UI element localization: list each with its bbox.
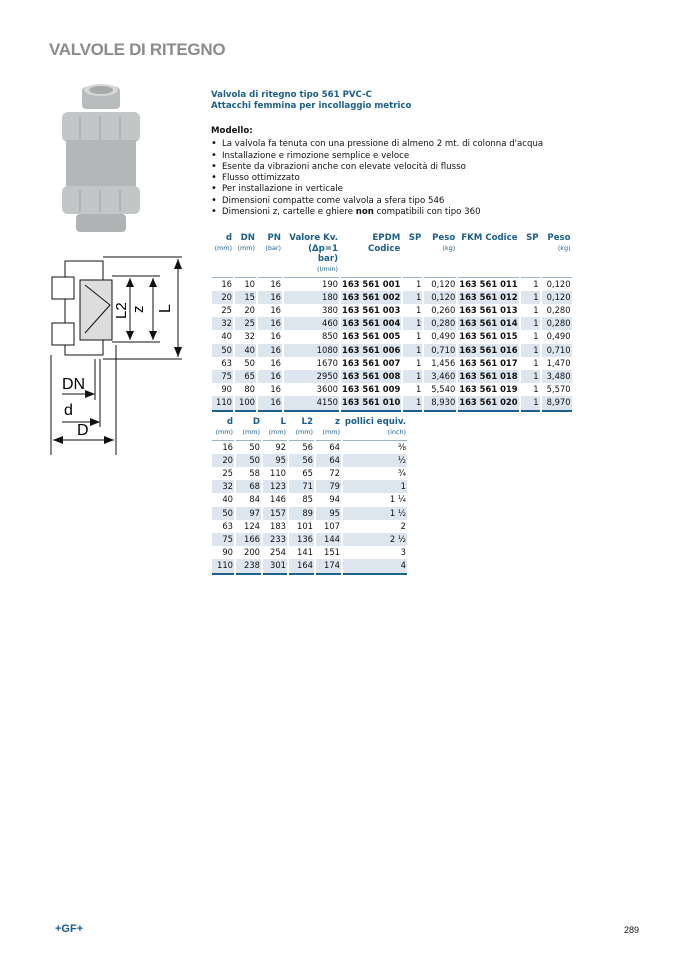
table-cell: 20 [212,454,234,467]
label-d: d [64,402,73,419]
column-header [289,417,314,441]
table-cell: 40 [222,494,233,505]
table-cell: 163 561 012 [458,291,518,304]
table-cell: 0,490 [431,331,456,342]
table-cell: 72 [329,467,340,478]
table-cell: 1 [533,357,539,368]
table-cell: 460 [284,317,339,330]
table-cell: 1 [403,396,422,411]
table-row [212,278,572,291]
label-DN: DN [62,376,86,393]
table-cell: 1 [403,317,422,330]
table-row [212,383,572,396]
table-cell: 163 561 010 [341,396,401,411]
table-cell: ½ [343,454,407,467]
table-cell: 65 [302,467,313,478]
table-cell: 75 [212,370,233,383]
table-cell: 163 561 014 [458,317,518,330]
feature-item [211,207,543,218]
table-cell: 97 [236,507,261,520]
table-cell: 110 [270,467,286,478]
table-row [212,533,407,546]
table-cell: 107 [324,520,340,531]
table-cell: 0,120 [546,278,571,289]
table-cell: 2950 [284,370,339,383]
column-header-unit: (mm) [237,243,255,252]
table-cell: 163 561 005 [342,331,401,342]
header-row [212,417,407,441]
product-heading [211,90,411,112]
table-cell: 10 [244,278,255,289]
column-header [316,417,341,441]
table-cell: 164 [289,559,314,574]
column-header-label: PN [267,233,281,243]
table-row [212,559,407,574]
table-cell: 166 [236,533,261,546]
table-cell: 40 [235,344,256,357]
table-row [212,493,407,506]
table-cell: 1 [415,357,422,368]
feature-item: • Dimensioni compatte come valvola a sfera tipo 546 [211,196,543,207]
column-header-label: z [334,417,340,427]
table-cell: ¾ [397,467,406,478]
table-cell: 233 [263,533,287,546]
column-header-unit: (inch) [387,427,406,436]
table-cell: 163 561 007 [342,357,401,368]
column-header [258,233,282,278]
column-header-unit: (mm) [268,427,286,436]
table-cell: 254 [270,547,286,558]
column-header-unit: (mm) [242,427,260,436]
table-row [212,520,407,533]
table-cell: 163 561 016 [458,344,518,357]
table-cell: 3600 [316,384,338,395]
table-cell: 92 [275,441,286,452]
column-header-label: L [280,417,286,427]
table-cell: 50 [212,344,233,357]
feature-item: • La valvola fa tenuta con una pressione di almeno 2 mt. di colonna d'acqua [211,139,543,150]
column-header-label: d [226,417,233,427]
table-cell: 80 [244,384,255,395]
table-cell: 1 [521,317,540,330]
table-cell: ⅜ [397,441,406,452]
table-cell: 50 [236,454,261,467]
table-row [212,454,407,467]
table-cell: 0,120 [431,278,456,289]
table-cell: 16 [258,396,282,411]
table-cell: 16 [258,344,282,357]
table-cell: 1,456 [431,357,456,368]
table-cell: 141 [297,547,313,558]
table-cell: 1 [533,384,539,395]
dimensions-table [210,417,409,575]
table-cell: 1 [415,331,422,342]
technical-drawing [40,255,200,460]
table-cell: 25 [235,317,256,330]
table-cell: 163 561 017 [459,357,518,368]
table-cell: 56 [302,441,313,452]
column-header [343,417,407,441]
table-cell: 40 [221,331,232,342]
table-cell: 0,280 [546,304,571,315]
table-cell: 25 [222,467,233,478]
table-cell: 63 [222,520,233,531]
column-header-label: SP [526,233,539,243]
table-cell: 110 [212,559,234,574]
column-header-label: d [225,233,232,243]
table-cell: 1 [403,370,422,383]
table-cell: 0,120 [424,291,456,304]
table-cell: 163 561 015 [459,331,518,342]
column-header [263,417,287,441]
table-cell: 3,460 [424,370,456,383]
table-cell: 136 [289,533,314,546]
table-row [212,344,572,357]
label-D: D [77,422,89,439]
table-cell: 16 [270,384,281,395]
table-cell: 90 [222,547,233,558]
table-cell: 3 [400,547,406,558]
table-cell: 238 [236,559,261,574]
table-cell: 0,260 [431,304,456,315]
table-row [212,467,407,480]
table-row [212,507,407,520]
column-header [424,233,456,278]
table-cell: 50 [244,357,255,368]
table-cell: 1 [343,480,407,493]
column-header-unit: (bar) [265,243,281,252]
column-header [212,417,234,441]
table-cell: 163 561 003 [342,304,401,315]
table-cell: 101 [297,520,313,531]
table-cell: 16 [270,304,281,315]
table-cell: 1 [415,304,422,315]
feature-text: Dimensioni z, cartelle e ghiere [222,207,356,218]
table-cell: 0,120 [542,291,572,304]
table-cell: 16 [222,441,233,452]
table-row [212,370,572,383]
table-cell: 0,280 [542,317,572,330]
feature-list [211,139,543,218]
feature-item: • Installazione e rimozione semplice e veloce [211,151,543,162]
column-header [521,233,540,278]
table-cell: 5,540 [431,384,456,395]
table-cell: 85 [302,494,313,505]
table-cell: 5,570 [546,384,571,395]
table-cell: 124 [244,520,260,531]
table-cell: 151 [324,547,340,558]
column-header-label: EPDM Codice [368,233,401,254]
table-cell: 89 [289,507,314,520]
table-cell: 94 [329,494,340,505]
table-cell: 163 561 013 [459,304,518,315]
column-header-unit: (mm) [295,427,313,436]
table-cell: 1 [521,344,540,357]
table-cell: 16 [258,370,282,383]
table-cell: 4 [343,559,407,574]
table-cell: 0,490 [546,331,571,342]
column-header-label: Peso [547,233,571,243]
label-L: L [157,304,174,313]
table-cell: 163 561 006 [341,344,401,357]
column-header [212,233,233,278]
table-cell: 58 [249,467,260,478]
table-cell: 2 ½ [343,533,407,546]
column-header-label: FKM Codice [461,233,518,243]
codes-table [210,233,574,412]
table-cell: 16 [270,278,281,289]
table-row [212,396,572,411]
table-cell: 25 [221,304,232,315]
table-cell: 183 [270,520,286,531]
column-header-unit: (kg) [442,243,456,252]
gf-logo: +GF+ [55,923,84,935]
table-cell: 1,470 [546,357,571,368]
table-cell: 95 [316,507,341,520]
table-cell: 68 [236,480,261,493]
table-cell: 163 561 011 [459,278,518,289]
table-cell: 1 [533,331,539,342]
feature-item: • Esente da vibrazioni anche con elevate velocità di flusso [211,162,543,173]
table-cell: 95 [263,454,287,467]
table-cell: 16 [258,291,282,304]
table-cell: 163 561 002 [341,291,401,304]
table-cell: 1 ½ [343,507,407,520]
table-cell: 100 [235,396,256,411]
label-L2: L2 [113,302,130,319]
feature-text-bold: non [355,207,374,218]
table-row [212,304,572,317]
table-cell: 1 [415,278,422,289]
column-header [235,233,256,278]
table-cell: 1 [403,344,422,357]
table-cell: 163 561 019 [459,384,518,395]
table-cell: 123 [263,480,287,493]
table-cell: 50 [249,441,260,452]
table-cell: 1 [521,291,540,304]
column-header-unit: (mm) [215,427,233,436]
table-cell: 64 [329,441,340,452]
table-cell: 200 [244,547,260,558]
table-cell: 65 [235,370,256,383]
table-row [212,317,572,330]
table-cell: 180 [284,291,339,304]
table-cell: 1 [533,304,539,315]
column-header-unit: (kg) [557,243,571,252]
feature-item: • Flusso ottimizzato [211,173,543,184]
table-cell: 163 561 004 [341,317,401,330]
column-header-label: Peso [432,233,456,243]
table-cell: 64 [316,454,341,467]
table-cell: 0,710 [542,344,572,357]
column-header-label: D [252,417,260,427]
feature-item: • Per installazione in verticale [211,184,543,195]
table-cell: 301 [263,559,287,574]
table-cell: 16 [270,357,281,368]
table-cell: 1080 [284,344,339,357]
table-cell: 16 [221,278,232,289]
table-cell: 163 561 020 [458,396,518,411]
column-header-label: pollici equiv. [344,417,406,427]
column-header-label: Valore Kv. (Δp=1 bar) [289,233,338,264]
table-cell: 20 [212,291,233,304]
table-cell: 16 [258,317,282,330]
table-cell: 0,280 [424,317,456,330]
table-cell: 146 [270,494,286,505]
table-cell: 63 [221,357,232,368]
table-cell: 163 561 009 [342,384,401,395]
table-row [212,441,407,454]
table-row [212,546,407,559]
table-cell: 3,480 [542,370,572,383]
page-title: VALVOLE DI RITEGNO [49,40,226,59]
table-cell: 32 [212,480,234,493]
table-cell: 1 [403,291,422,304]
table-cell: 174 [316,559,341,574]
column-header [284,233,339,278]
table-cell: 8,930 [424,396,456,411]
table-cell: 79 [316,480,341,493]
table-row [212,357,572,370]
column-header-label: DN [240,233,255,243]
table-cell: 75 [212,533,234,546]
table-cell: 850 [322,331,338,342]
table-cell: 1 [533,278,539,289]
label-z: z [130,305,147,313]
column-header [458,233,518,278]
table-cell: 16 [270,331,281,342]
table-cell: 163 561 008 [341,370,401,383]
table-cell: 32 [212,317,233,330]
table-cell: 8,970 [542,396,572,411]
table-cell: 1670 [316,357,338,368]
page-number: 289 [624,925,640,935]
table-row [212,291,572,304]
table-cell: 0,710 [424,344,456,357]
header-row [212,233,572,278]
table-cell: 84 [249,494,260,505]
table-cell: 110 [212,396,233,411]
table-cell: 71 [289,480,314,493]
column-header-label: L2 [301,417,313,427]
table-cell: 56 [289,454,314,467]
column-header [341,233,401,278]
table-cell: 1 [521,370,540,383]
table-cell: 1 [521,396,540,411]
table-cell: 163 561 018 [458,370,518,383]
column-header [542,233,572,278]
model-section [211,126,543,218]
table-cell: 20 [244,304,255,315]
product-subtitle: Attacchi femmina per incollaggio metrico [211,101,412,111]
table-cell: 157 [263,507,287,520]
product-title: Valvola di ritegno tipo 561 PVC-C [211,90,372,100]
table-cell: 1 ¼ [389,494,406,505]
table-cell: 32 [244,331,255,342]
table-cell: 4150 [284,396,339,411]
table-cell: 2 [400,520,406,531]
model-heading: Modello: [211,126,253,136]
column-header [236,417,261,441]
table-row [212,480,407,493]
table-cell: 50 [212,507,234,520]
column-header [403,233,422,278]
table-cell: 163 561 001 [342,278,401,289]
table-cell: 15 [235,291,256,304]
table-cell: 1 [415,384,422,395]
column-header-label: SP [408,233,422,243]
valve-product-image [52,82,148,242]
table-cell: 90 [221,384,232,395]
feature-text: compatibili con tipo 360 [373,207,481,218]
table-row [212,330,572,343]
table-cell: 380 [322,304,338,315]
table-cell: 190 [322,278,338,289]
column-header-unit: (l/min) [317,264,338,273]
column-header-unit: (mm) [322,427,340,436]
table-cell: 144 [316,533,341,546]
column-header-unit: (mm) [214,243,232,252]
